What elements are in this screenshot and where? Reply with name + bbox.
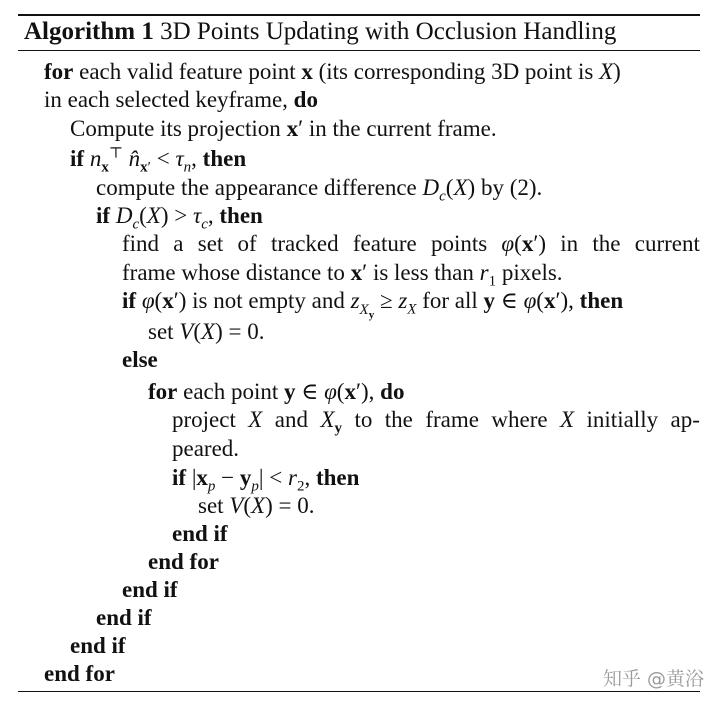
kw-then: then bbox=[219, 203, 263, 228]
algo-line-12: for each point y ∈ φ(x′), do bbox=[148, 379, 405, 404]
kw-end-if: end if bbox=[172, 521, 228, 546]
bottom-rule bbox=[18, 691, 700, 692]
algo-line-13: project X and $X_y$ to the frame where X initially ap- bbox=[172, 407, 700, 437]
kw-end-if: end if bbox=[122, 577, 178, 602]
algo-line-2: in each selected keyframe, do bbox=[44, 87, 318, 112]
watermark: 知乎 @黄浴 bbox=[602, 668, 704, 690]
algo-line-20 bbox=[96, 606, 152, 629]
algo-line-15: if $|x_p - y_p| < r_2$, then bbox=[172, 465, 360, 495]
algo-line-21 bbox=[70, 634, 126, 657]
top-rule bbox=[18, 14, 700, 16]
algorithm-label: Algorithm 1 bbox=[24, 18, 154, 45]
kw-end-for: end for bbox=[148, 549, 219, 574]
algo-line-11 bbox=[122, 348, 158, 371]
algo-line-6: if $D_c(X) > \tau_c$, then bbox=[96, 203, 263, 233]
kw-for: for bbox=[148, 379, 178, 404]
kw-do: do bbox=[380, 379, 405, 404]
algo-line-8: frame whose distance to x′ is less than $r_1$ pixels. bbox=[122, 260, 563, 290]
algo-line-18 bbox=[148, 550, 219, 573]
kw-for: for bbox=[44, 59, 74, 84]
kw-if: if bbox=[96, 203, 111, 228]
algorithm-caption bbox=[24, 18, 616, 46]
kw-then: then bbox=[202, 146, 247, 171]
algo-line-19 bbox=[122, 578, 178, 601]
algo-line-10: set V(X) = 0. bbox=[148, 319, 265, 344]
algo-line-4: if $n_x^⊤$ $n̂_{x'} < \tau_n$, then bbox=[70, 145, 247, 176]
kw-do: do bbox=[293, 87, 318, 112]
algo-line-5: compute the appearance difference $D_c(X)$ by (2). bbox=[96, 175, 543, 205]
algo-line-9: if φ(x′) is not empty and $z_{X_y} \ge z_X$ for all y ∈ φ(x′), then bbox=[122, 288, 624, 321]
algo-line-3: Compute its projection x′ in the current frame. bbox=[70, 116, 497, 141]
algo-line-7: find a set of tracked feature points φ(x′) in the current bbox=[122, 231, 700, 256]
kw-if: if bbox=[122, 288, 137, 313]
kw-end-if: end if bbox=[96, 605, 152, 630]
kw-end-if: end if bbox=[70, 633, 126, 658]
algo-line-17 bbox=[172, 522, 228, 545]
algorithm-title: 3D Points Updating with Occlusion Handling bbox=[160, 18, 617, 45]
algo-line-1: for each valid feature point x (its corresponding 3D point is X) bbox=[44, 59, 621, 84]
kw-then: then bbox=[315, 465, 360, 490]
algo-line-16: set V(X) = 0. bbox=[198, 493, 315, 518]
algo-line-22 bbox=[44, 662, 115, 685]
kw-if: if bbox=[70, 146, 85, 171]
algo-line-14: peared. bbox=[172, 436, 240, 461]
kw-else: else bbox=[122, 347, 158, 372]
kw-then: then bbox=[579, 288, 624, 313]
kw-end-for: end for bbox=[44, 661, 115, 686]
caption-rule bbox=[18, 50, 700, 51]
kw-if: if bbox=[172, 465, 187, 490]
